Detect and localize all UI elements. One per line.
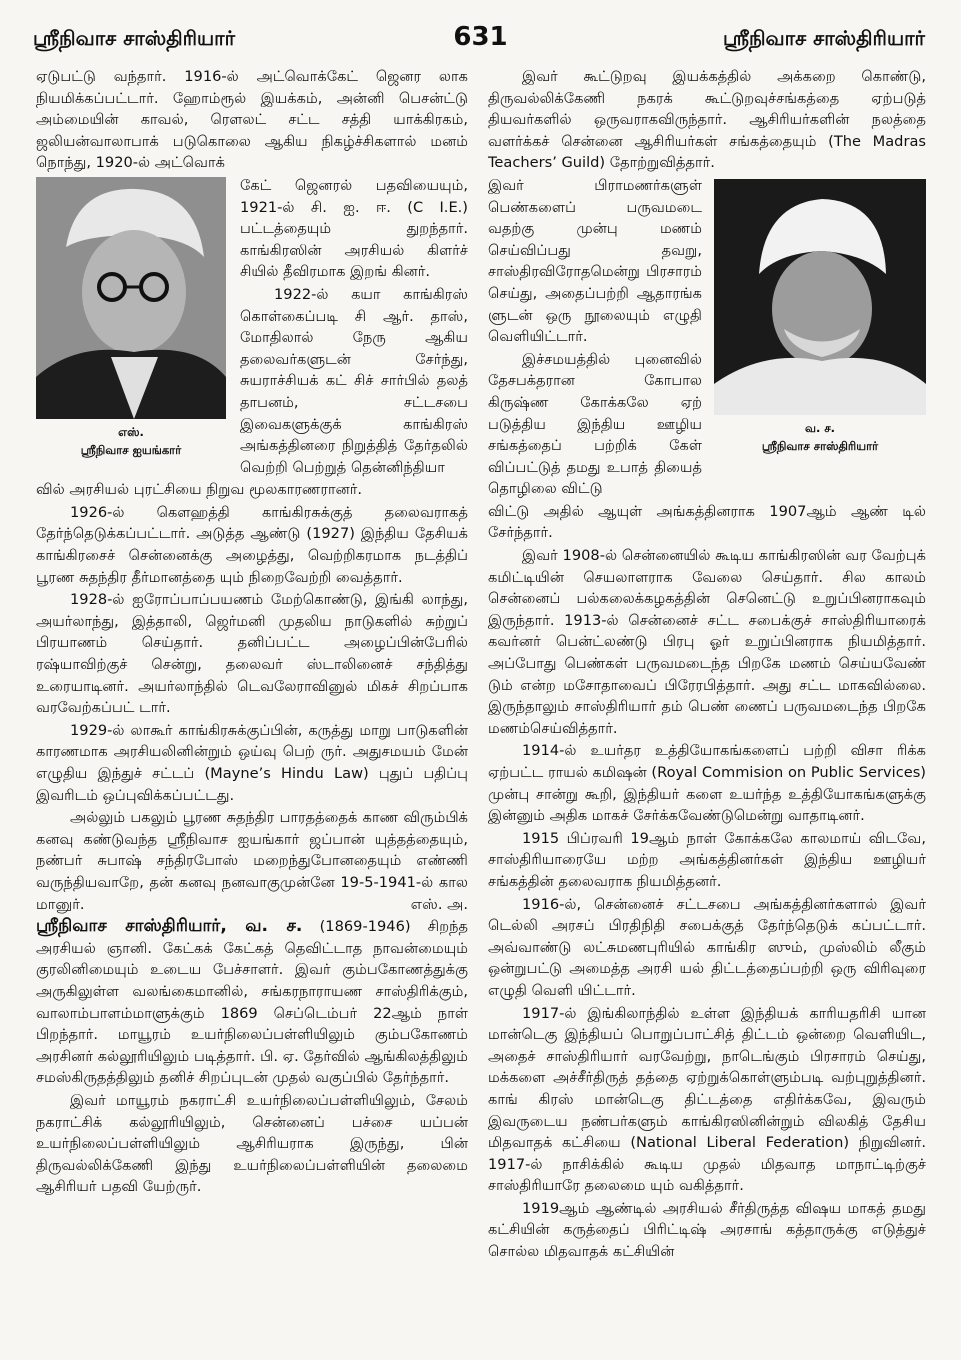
paragraph: கேட் ஜெனரல் பதவியையும், 1921-ல் சி. ஐ. ஈ. (C I.E.) பட்டத்தையும் துறந்தார். காங்கிரஸின் அரசியல் கிளர்ச் சியில் தீவிரமாக இறங் கினர். [240,176,468,281]
portrait-photo [714,179,926,415]
paragraph: இச்சமயத்தில் புனைவில் தேசபக்தரான கோபால கிருஷ்ண கோக்கலே ஏற் படுத்திய இந்திய ஊழிய சங்கத்தைப் பற்றிக் கேள் விப்பட்டுத் தமது உபாத் தியைத் தொழிலை விட்டு [488,350,702,498]
page-number: 631 [453,22,508,52]
paragraph: 1915 பிப்ரவரி 19ஆம் நாள் கோக்கலே காலமாய் விடவே, சாஸ்திரியாரையே மற்ற அங்கத்தினர்கள் இந்திய ஊழியர் சங்கத்தின் தலைவராக நியமித்தனர். [488,829,926,890]
paragraph: 1928-ல் ஐரோப்பாப்பயணம் மேற்கொண்டு, இங்கி லாந்து, அயர்லாந்து, இத்தாலி, ஜெர்மனி முதலிய நாடுகளில் சுற்றுப் பிரயாணம் செய்தார். தனிப்பட்ட அழைப்பின்பேரில் ரஷ்யாவிற்குச் சென்று, தலைவர் ஸ்டாலினைச் சந்தித்து உரையாடினர். அயர்லாந்தில் டெவலேராவினுல் மிகச் சிறப்பாக வரவேற்கப்பட் டார். [36,591,468,717]
running-head-left: ஸ்ரீநிவாச சாஸ்திரியார் [33,26,236,50]
author-signature: எஸ். அ. [410,895,468,913]
entry-title: ஸ்ரீநிவாச சாஸ்திரியார், வ. ச. [36,916,303,937]
paragraph: 1914-ல் உயர்தர உத்தியோகங்களைப் பற்றி விசா ரிக்க ஏற்பட்ட ராயல் கமிஷன் (Royal Commision on Public Services) முன்பு சான்று கூறி, இந்தியர் களை உயர்ந்த உத்தியோகங்களுக்கு இன்னும் அதிக மாகச் சேர்க்கவேண்டுமென்று வாதாடினர். [488,742,926,825]
paragraph: விட்டு அதில் ஆயுள் அங்கத்தினராக 1907ஆம் ஆண் டில் சேர்ந்தார். [488,502,926,542]
portrait-figure-sastri [714,179,926,455]
portrait-caption: வ. ச. ஸ்ரீநிவாச சாஸ்திரியார் [761,420,879,453]
portrait-caption: எஸ். ஸ்ரீநிவாச ஐயங்கார் [80,424,182,457]
paragraph: இவர் மாயூரம் நகராட்சி உயர்நிலைப்பள்ளியிலும், சேலம் நகராட்சிக் கல்லூரியிலும், சென்னைப் பச்சை யப்பன் உயர்நிலைப்பள்ளியிலும் ஆசிரியராக இருந்து, பின் திருவல்லிக்கேணி இந்து உயர்நிலைப்பள்ளியின் தலைமை ஆசிரியர் பதவி யேற்ருர். [36,1091,468,1196]
right-column [488,66,926,1264]
portrait-photo [36,177,226,419]
paragraph: 1919ஆம் ஆண்டில் அரசியல் சீர்திருத்த விஷய மாகத் தமது கட்சியின் கருத்தைப் பிரிட்டிஷ் அரசாங் கத்தாருக்கு எடுத்துச் சொல்ல மிதவாதக் கட்சியின் [488,1199,926,1261]
page-header [0,22,961,58]
paragraph: இவர் பிராமணர்களுள் பெண்களைப் பருவமடை வதற்கு முன்பு மணம் செய்விப்பது தவறு, சாஸ்திரவிரோதமென்று பிரசாரம் செய்து, அதைப்பற்றி ஆதாரங்க ளுடன் ஒரு நூலையும் எழுதி வெளியிட்டார். [488,176,702,346]
left-column [36,66,468,1199]
paragraph: 1917-ல் இங்கிலாந்தில் உள்ள இந்தியக் காரியதரிசி யான மான்டெகு இந்தியப் பொறுப்பாட்சித் திட்டம் ஒன்றை வெளியிட, அதைச் சாஸ்திரியார் வரவேற்று, நாடெங்கும் பிரசாரம் செய்து, மக்களை அச்சீர்திருத் தத்தை ஏற்றுக்கொள்ளும்படி வற்புறுத்தினர். காங் கிரஸ் மான்டெகு திட்டத்தை எதிர்க்கவே, இவரும் இவருடைய நண்பர்களும் காங்கிரஸினின்றும் விலகித் தேசிய மிதவாதக் கட்சியை (National Liberal Federation) நிறுவினர். 1917-ல் நாசிக்கில் கூடிய முதல் மிதவாத மாநாட்டிற்குச் சாஸ்திரியாரே தலைமை யும் வகித்தார். [488,1004,926,1195]
running-head-right: ஸ்ரீநிவாச சாஸ்திரியார் [722,26,925,50]
paragraph: 1922-ல் கயா காங்கிரஸ் கொள்கைப்படி சி ஆர். தாஸ், மோதிலால் நேரு ஆகிய தலைவர்களுடன் சேர்ந்து, சுயராச்சியக் கட் சிச் சார்பில் தலத் தாபனம், சட்டசபை இவைகளுக்குக் காங்கிரஸ் அங்கத்தினரை நிறுத்தித் தேர்தலில் வெற்றி பெற்றுத் தென்னிந்தியா [240,285,468,476]
paragraph: வில் அரசியல் புரட்சியை நிறுவ மூலகாரணரானர். [36,481,363,499]
paragraph: 1926-ல் கௌஹத்தி காங்கிரசுக்குத் தலைவராகத் தேர்ந்தெடுக்கப்பட்டார். அடுத்த ஆண்டு (1927) இந்திய தேசியக் காங்கிரசைச் சென்னைக்கு அழைத்து, வெற்றிகரமாக நடத்திப் பூரண சுதந்திர தீர்மானத்தை யும் நிறைவேற்றி வைத்தார். [36,503,468,586]
portrait-figure-iyengar [36,177,226,459]
paragraph: 1929-ல் லாகூர் காங்கிரசுக்குப்பின், கருத்து மாறு பாடுகளின் காரணமாக அரசியலினின்றும் ஒய்வு பெற் ருர். அதுசமயம் மேன் எழுதிய இந்துச் சட்டப் (Mayne’s Hindu Law) புதுப் பதிப்பு இவரிடம் ஒப்புவிக்கப்பட்டது. [36,721,468,804]
paragraph: சிறந்த அரசியல் ஞானி. கேட்கக் கேட்கத் தெவிட்டாத நாவன்மையும் குரலினிமையும் உடைய பேச்சாளர். இவர் கும்பகோணத்துக்கு அருகிலுள்ள வலங்கைமானில், சங்கரநாராயண சாஸ்திரிக்கும், வாலாம்பாளம்மாளுக்கும் 1869 செப்டெம்பர் 22ஆம் நாள் பிறந்தார். மாயூரம் உயர்நிலைப்பள்ளியிலும் கும்பகோணம் அரசினர் கல்லூரியிலும் படித்தார். பி. ஏ. தேர்வில் ஆங்கிலத்திலும் சமஸ்கிருதத்திலும் தனிச் சிறப்புடன் முதல் வகுப்பில் தேர்ந்தார். [36,918,469,1087]
paragraph: இவர் 1908-ல் சென்னையில் கூடிய காங்கிரஸின் வர வேற்புக் கமிட்டியின் செயலாளராக வேலை செய்தார். சில காலம் சென்னைப் பல்கலைக்கழகத்தின் செனெட்டு உறுப்பினராகவும் இருந்தார். 1913-ல் சென்னைச் சட்ட சபைக்குச் சாஸ்திரியாரைக் கவர்னர் பென்ட்லண்டு பிரபு ஓர் உறுப்பினராக நியமித்தார். அப்போது பெண்கள் பருவமடைந்த பிறகே மணம் செய்யவேண் டும் என்ற மசோதாவைப் பிரேரபித்தார். அது சட்ட மாகவில்லை. இருந்தாலும் சாஸ்திரியார் தம் பெண் ணைப் பருவமடைந்த பிறகே மணம்செய்வித்தார். [488,547,926,737]
entry-heading [36,916,468,1089]
paragraph: இவர் கூட்டுறவு இயக்கத்தில் அக்கறை கொண்டு, திருவல்லிக்கேணி நகரக் கூட்டுறவுச்சங்கத்தை ஏற்படுத் தியவர்களில் ஒருவராகவிருந்தார். ஆசிரியர்களின் நலத்தை வளர்க்கச் சென்னை ஆசிரியர்கள் சங்கத்தையும் (The Madras Teachers’ Guild) தோற்றுவித்தார். [488,68,926,172]
entry-dates: (1869-1946) [319,918,411,936]
paragraph: 1916-ல், சென்னைச் சட்டசபை அங்கத்தினர்களால் இவர் டெல்லி அரசப் பிரதிநிதி சபைக்குத் தேர்ந்தெடுக் கப்பட்டார். அவ்வாண்டு லட்சுமணபுரியில் காங்கிர ஸும், முஸ்லிம் லீகும் ஒன்றுபட்டு அமைத்த அரசி யல் திட்டத்தைப்பற்றி ஒரு விரிவுரை எழுதி வெளி யிட்டார். [488,895,926,999]
paragraph: அல்லும் பகலும் பூரண சுதந்திர பாரதத்தைக் காண விரும்பிக் கனவு கண்டுவந்த ஸ்ரீநிவாச ஐயங்கார் ஜப்பான் யுத்தத்தையும், நண்பர் சுபாஷ் சந்திரபோஸ் மறைந்துபோனதையும் எண்ணி வருந்தியவாறே, தன் கனவு நனவாகுமுன்னே 19-5-1941-ல் கால மானுர். எஸ். அ. [36,807,468,915]
paragraph: ஏடுபட்டு வந்தார். 1916-ல் அட்வொக்கேட் ஜெனர லாக நியமிக்கப்பட்டார். ஹோம்ரூல் இயக்கம், அன்னி பெசன்ட்டு அம்மையின் காவல், ரௌலட் சட்ட சத்தி யாக்கிரகம், ஜலியன்வாலாபாக் படுகொலை ஆகிய நிகழ்ச்சிகளால் மனம் நொந்து, 1920-ல் அட்வொக் [36,68,468,172]
